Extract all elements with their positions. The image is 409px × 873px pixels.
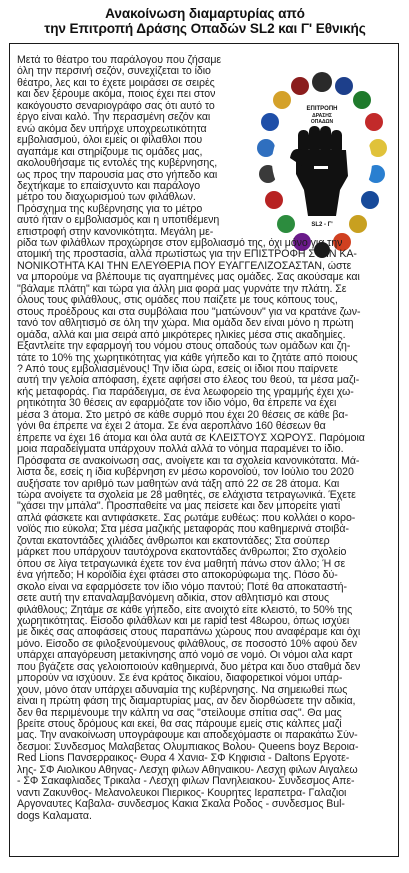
- article-text-line: όλη την περσινή σεζόν, συνεχίζεται το ίδιο: [17, 66, 211, 78]
- article-text-line: τάτε το 10% της χωρητικότητας για κάθε γήπεδο και το ζητάτε από ποιους: [17, 352, 358, 364]
- article-text-line: - ΣΦ Σακαφλιαδες Τρικαλα - Λεσχη φιλων Πανηλειακου- Συνδεσμος Απε-: [17, 776, 355, 788]
- article-text-line: αυτό ήταν ο εμβολιασμός και η υποτιθέμενη: [17, 215, 220, 227]
- article-text-line: Πρόσχημα της κυβέρνησης για το μέτρο: [17, 203, 203, 215]
- article-text-line: φιλάθλους; Ζητάμε σε κάθε γήπεδο, είτε ανοιχτό είτε κλειστό, το 50% της: [17, 604, 353, 616]
- article-text-line: και δεν ξέρουμε ακόμα, ποιος έχει πει στον: [17, 89, 216, 101]
- article-text-line: όλους τους φιλάθλους, στις ομάδες που παίζετε με τους κόπους τους,: [17, 295, 338, 307]
- article-text-line: ? Από τους εμβολιασμένους! Την ίδια ώρα, εσείς οι ίδιοι που παίρνετε: [17, 363, 338, 375]
- article-text-line: Αργοναυτες Καβαλα- συνδεσμος Κακια Σκαλα Ροδος - συνδεσμος Bul-: [17, 799, 345, 811]
- article-text-line: δεν θα περιμένουμε την κάλπη να σας "στείλουμε σπίτια σας". Θα μας: [17, 707, 342, 719]
- article-text-line: κής μεταφοράς. Για παράδειγμα, σε ένα λεωφορείο της γραμμής έχει χω-: [17, 386, 354, 398]
- article-text-line: αυτή την γελοία απόφαση, έχετε αφήσει στο έλεος του θεού, τα μέσα μαζι-: [17, 375, 360, 387]
- article-text-line: όπου σε λίγα τετραγωνικά έχετε τον ένα μαθητή πάνω στον άλλο; Ή σε: [17, 558, 346, 570]
- article-text-line: εμβολιασμού, όλοι εμείς οι φίλαθλοι που: [17, 135, 203, 147]
- article-text-line: μέσα 3 άτομα. Στο μετρό σε κάθε συρμό που έχει 20 θέσεις σε κάθε βα-: [17, 409, 349, 421]
- title-line-2: την Επιτροπή Δράσης Οπαδών SL2 και Γ' Εθνικής: [44, 21, 366, 36]
- article-text-line: τώρα ανοίγετε τα σχολεία με 28 μαθητές, σε ελάχιστα τετραγωνικά. Έχετε: [17, 489, 356, 501]
- logo-title-text: ΕΠΙΤΡΟΠΗ: [306, 106, 338, 112]
- article-text-line: ενώ ακόμα δεν υπήρχε υποχρεωτικότητα: [17, 123, 207, 135]
- svg-text:ΔΡΑΣΗΣ: ΔΡΑΣΗΣ: [312, 113, 332, 119]
- article-text-line: ως προς την παρουσία μας στο γήπεδο και: [17, 169, 218, 181]
- article-text-line: θέατρο, λες και το έχετε μοιράσει σε σειρές: [17, 77, 215, 89]
- article-text-line: σκολο είναι να εφαρμόσετε τον ίδιο νόμο παντού; Ποτέ θα αποκαταστή-: [17, 581, 347, 593]
- article-text-line: σετε αυτή την επαναλαμβανόμενη αδικία, στον αθλητισμό και στους: [17, 593, 330, 605]
- article-text-line: δεχτήκαμε το επαίσχυντο και παράλογο: [17, 180, 201, 192]
- article-text-line: με δικές σας αποφάσεις στους παραπάνω χώρους που αναφέραμε και όχι: [17, 627, 361, 639]
- article-text-line: ρίδα των φιλάθλων προχώρησε στον εμβολιασμό της, όχι μόνο για την: [17, 238, 343, 249]
- article-text-line: υπάρχει απαγόρευση μετακίνησης από νομό σε νομό. Οι νόμοι αλα καρτ: [17, 650, 353, 662]
- article-text-line: δεσμοι: Συνδεσμος Μαλαβετας Ολυμπιακος Βολου- Queens boyz Βεροια-: [17, 741, 359, 753]
- article-body-narrow: [17, 55, 391, 238]
- article-text-line: μάρκετ που υπάρχουν ταυτόχρονα εκατοντάδες άνθρωποι; Στο σχολείο: [17, 547, 347, 559]
- article-text-line: χωρητικότητας. Είσοδο φιλάθλων και με rapid test 48ωρου, όπως ισχύει: [17, 615, 350, 627]
- article-text-line: γόνι θα έπρεπε να έχει 2 άτομα. Σε ένα αεροπλάνο 160 θέσεων θα: [17, 421, 326, 433]
- article-text-line: Μετά το θέατρο του παράλογου που ζήσαμε: [17, 55, 222, 66]
- article-text-line: "χάσει την μπάλα". Προσπαθείτε να μας πείσετε και δεν μπορείτε γιατί: [17, 501, 341, 513]
- article-text-line: νοϊός πιο εύκολα; Στα μέσα μαζικής μεταφοράς που καθημερινά στοιβά-: [17, 524, 349, 536]
- article-text-line: επιστροφή στην κανονικότητα. Μεγάλη με-: [17, 226, 214, 238]
- article-text-line: dogs Καλαματα.: [17, 810, 92, 822]
- article-text-line: ατομική της προστασία, αλλά πρωτίστως για την ΕΠΙΣΤΡΟΦΗ ΣΤΗΝ ΚΑ-: [17, 249, 357, 261]
- article-text-line: ΝΟΝΙΚΟΤΗΤΑ ΚΑΙ ΤΗΝ ΕΛΕΥΘΕΡΙΑ ΠΟΥ ΕΥΑΓΓΕΛΙΖΟΣΑΣΤΑΝ, ώστε: [17, 260, 352, 272]
- article-text-line: μέτρο του διαχωρισμού των φιλάθλων.: [17, 192, 196, 204]
- article-text-line: κακόγουστο σεναριογράφο σας ότι αυτό το: [17, 100, 215, 112]
- article-text-line: Red Lions Πανσερραικος- Θυρα 4 Χανια- ΣΦ Κηφισια - Daltons Εργοτε-: [17, 753, 350, 765]
- article-text-line: ζονται εκατοντάδες χιλιάδες άνθρωποι και εκατοντάδες; Στα σούπερ: [17, 535, 330, 547]
- article-text-line: έπρεπε να έχει 16 άτομα και όλα αυτά σε ΚΛΕΙΣΤΟΥΣ ΧΩΡΟΥΣ. Παρόμοια: [17, 432, 365, 444]
- article-text-line: μοια παραδείγματα υπάρχουν πολλά αλλά το νόημα παραμένει το ίδιο.: [17, 444, 344, 456]
- article-text-line: που βγάζετε σας γελοιοποιούν καθημερινά, δυο μέτρα και δυο σταθμά δεν: [17, 661, 361, 673]
- article-text-line: έργο είναι καλό. Την περασμένη σεζόν και: [17, 112, 211, 124]
- article-text-line: αγαπάμε και στηρίζουμε τις ομάδες μας,: [17, 146, 203, 158]
- article-text-line: Πρόσφατα σε ανακοίνωση σας, ανοίγετε και τα σχολεία κανονικότατα. Μά-: [17, 455, 360, 467]
- article-text-line: ναντι Ζακυνθος- Μελανολευκοι Πιερικος- Κουρητες Ιεραπετρα- Γαλαζιοι: [17, 787, 347, 799]
- logo-footer-text: SL2 - Γ': [311, 222, 333, 228]
- article-text-line: είναι η πρώτη φάση της διαμαρτυρίας μας, αν δεν διορθώσετε την αδικία,: [17, 696, 356, 708]
- article-text-line: μπορούν να ισχύουν. Σε ένα κράτος δικαίου, διαφορετικοί νόμοι υπάρ-: [17, 673, 343, 685]
- article-text-line: στους προέδρους και στα συμβόλαια που "ματώνουν" για να κρατάνε ζων-: [17, 306, 361, 318]
- article-text-line: χουν, μόνο όταν υπάρχει αδυναμία της κυβέρνησης. Να σημειωθεί πως: [17, 684, 348, 696]
- article-text-line: "βάλαμε πλάτη" και τώρα για άλλη μια φορά μας γυρνάτε την πλάτη. Σε: [17, 283, 347, 295]
- article-text-line: αυξήσατε τον αριθμό των μαθητών ανά τάξη από 22 σε 28 άτομα. Και: [17, 478, 340, 490]
- article-text-line: μας. Την ανακοίνωση υπογράφουμε και αποδεχόμαστε οι παρακάτω Σύν-: [17, 730, 358, 742]
- article-text-line: βρείτε στους δρόμους και εκεί, θα σας πάρουμε εμείς στις κάλπες μαζί: [17, 719, 342, 731]
- title-line-1: Ανακοίνωση διαμαρτυρίας από: [105, 6, 305, 21]
- article-body-wide: [17, 238, 391, 822]
- article-text-line: Εξαντλείτε την εφαρμογή του νόμου στους οπαδούς των ομάδων και ζη-: [17, 341, 351, 353]
- article-text-line: ομάδα, αλλά και μια σειρά από μικρότερες ηλικίες μέσα στις ακαδημίες.: [17, 329, 346, 341]
- article-text-line: ένα γήπεδο; Η κοροϊδία έχει φτάσει στο αποκορύφωμα της. Πόσο δύ-: [17, 570, 338, 582]
- article-text-line: να μπορούμε να βλέπουμε τις αγαπημένες μας ομάδες. Σας ακούσαμε και: [17, 272, 360, 284]
- article-text-line: λιστα δε, εσείς η ίδια κυβέρνηση εν μέσω κορονοϊού, τον Ιούλιο του 2020: [17, 467, 354, 479]
- article-text-line: μόνο. Είσοδο σε φιλοξενούμενους φιλάθλους, σε ποσοστό 10% αφού δεν: [17, 638, 358, 650]
- svg-text:ΟΠΑΔΩΝ: ΟΠΑΔΩΝ: [310, 119, 334, 125]
- article-text-line: λης- ΣΦ Αιολικου Αθηνας- Λεσχη φιλων Αθηναικου- Λεσχη φιλων Αιγαλεω: [17, 764, 358, 776]
- article-text-line: απλά φάσκετε και αντιφάσκετε. Σας ρωτάμε ευθέως: που κολλάει ο κορο-: [17, 512, 356, 524]
- article-text-line: ακολουθήσαμε τις εντολές της κυβέρνησης,: [17, 158, 218, 170]
- article-text-line: τανό τον αθλητισμό σε όλη την χώρα. Μια ομάδα δεν είναι μόνο η πρώτη: [17, 318, 354, 330]
- article-text-line: ρητικότητα 30 θέσεις αν εφαρμόζατε τον ίδιο νόμο, θα έπρεπε να έχει: [17, 398, 337, 410]
- article-title: [20, 6, 390, 36]
